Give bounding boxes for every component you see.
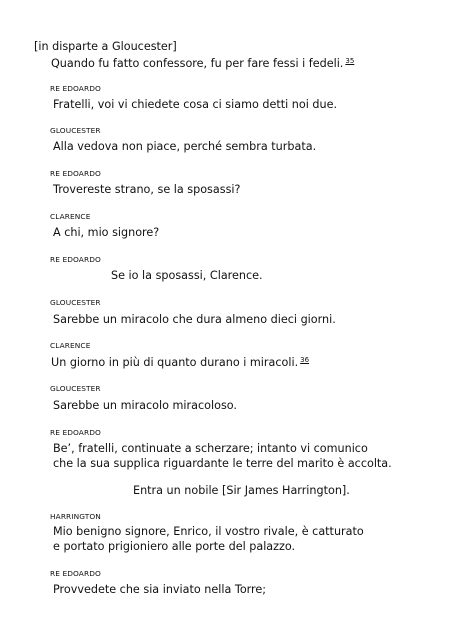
speaker-name: GLOUCESTER (50, 298, 101, 307)
dialogue-line: Sarebbe un miracolo miracoloso. (53, 399, 237, 412)
dialogue-text: Quando fu fatto confessore, fu per fare fessi i fedeli. (51, 57, 344, 70)
dialogue-line (51, 54, 354, 71)
speaker-name: GLOUCESTER (50, 384, 101, 393)
speaker-name: GLOUCESTER (50, 126, 101, 135)
dialogue-line: Mio benigno signore, Enrico, il vostro rivale, è catturato (53, 525, 364, 538)
dialogue-line: e portato prigioniero alle porte del palazzo. (53, 540, 296, 553)
footnote-link[interactable]: 36 (300, 356, 310, 364)
speaker-name: RE EDOARDO (50, 428, 101, 437)
speaker-name: CLARENCE (50, 341, 91, 350)
dialogue-line: che la sua supplica riguardante le terre del marito è accolta. (53, 457, 392, 470)
dialogue-line: Fratelli, voi vi chiedete cosa ci siamo detti noi due. (53, 98, 338, 111)
dialogue-line: A chi, mio signore? (53, 226, 160, 239)
dialogue-text: Un giorno in più di quanto durano i miracoli. (51, 356, 299, 369)
dialogue-line: Alla vedova non piace, perché sembra turbata. (53, 140, 317, 153)
dialogue-line: Be’, fratelli, continuate a scherzare; intanto vi comunico (53, 442, 368, 455)
dialogue-line: Sarebbe un miracolo che dura almeno dieci giorni. (53, 313, 336, 326)
speaker-name: CLARENCE (50, 212, 91, 221)
speaker-name: RE EDOARDO (50, 84, 101, 93)
dialogue-line: Provvedete che sia inviato nella Torre; (53, 583, 267, 596)
dialogue-line (51, 353, 309, 370)
speaker-name: RE EDOARDO (50, 569, 101, 578)
footnote-link[interactable]: 35 (345, 57, 355, 65)
dialogue-line: Trovereste strano, se la sposassi? (53, 183, 241, 196)
speaker-name: RE EDOARDO (50, 169, 101, 178)
stage-direction-entry: Entra un nobile [Sir James Harrington]. (133, 484, 350, 497)
speaker-name: RE EDOARDO (50, 255, 101, 264)
speaker-name: HARRINGTON (50, 512, 101, 521)
stage-direction-aside: [in disparte a Gloucester] (34, 40, 177, 53)
dialogue-line: Se io la sposassi, Clarence. (111, 269, 263, 282)
